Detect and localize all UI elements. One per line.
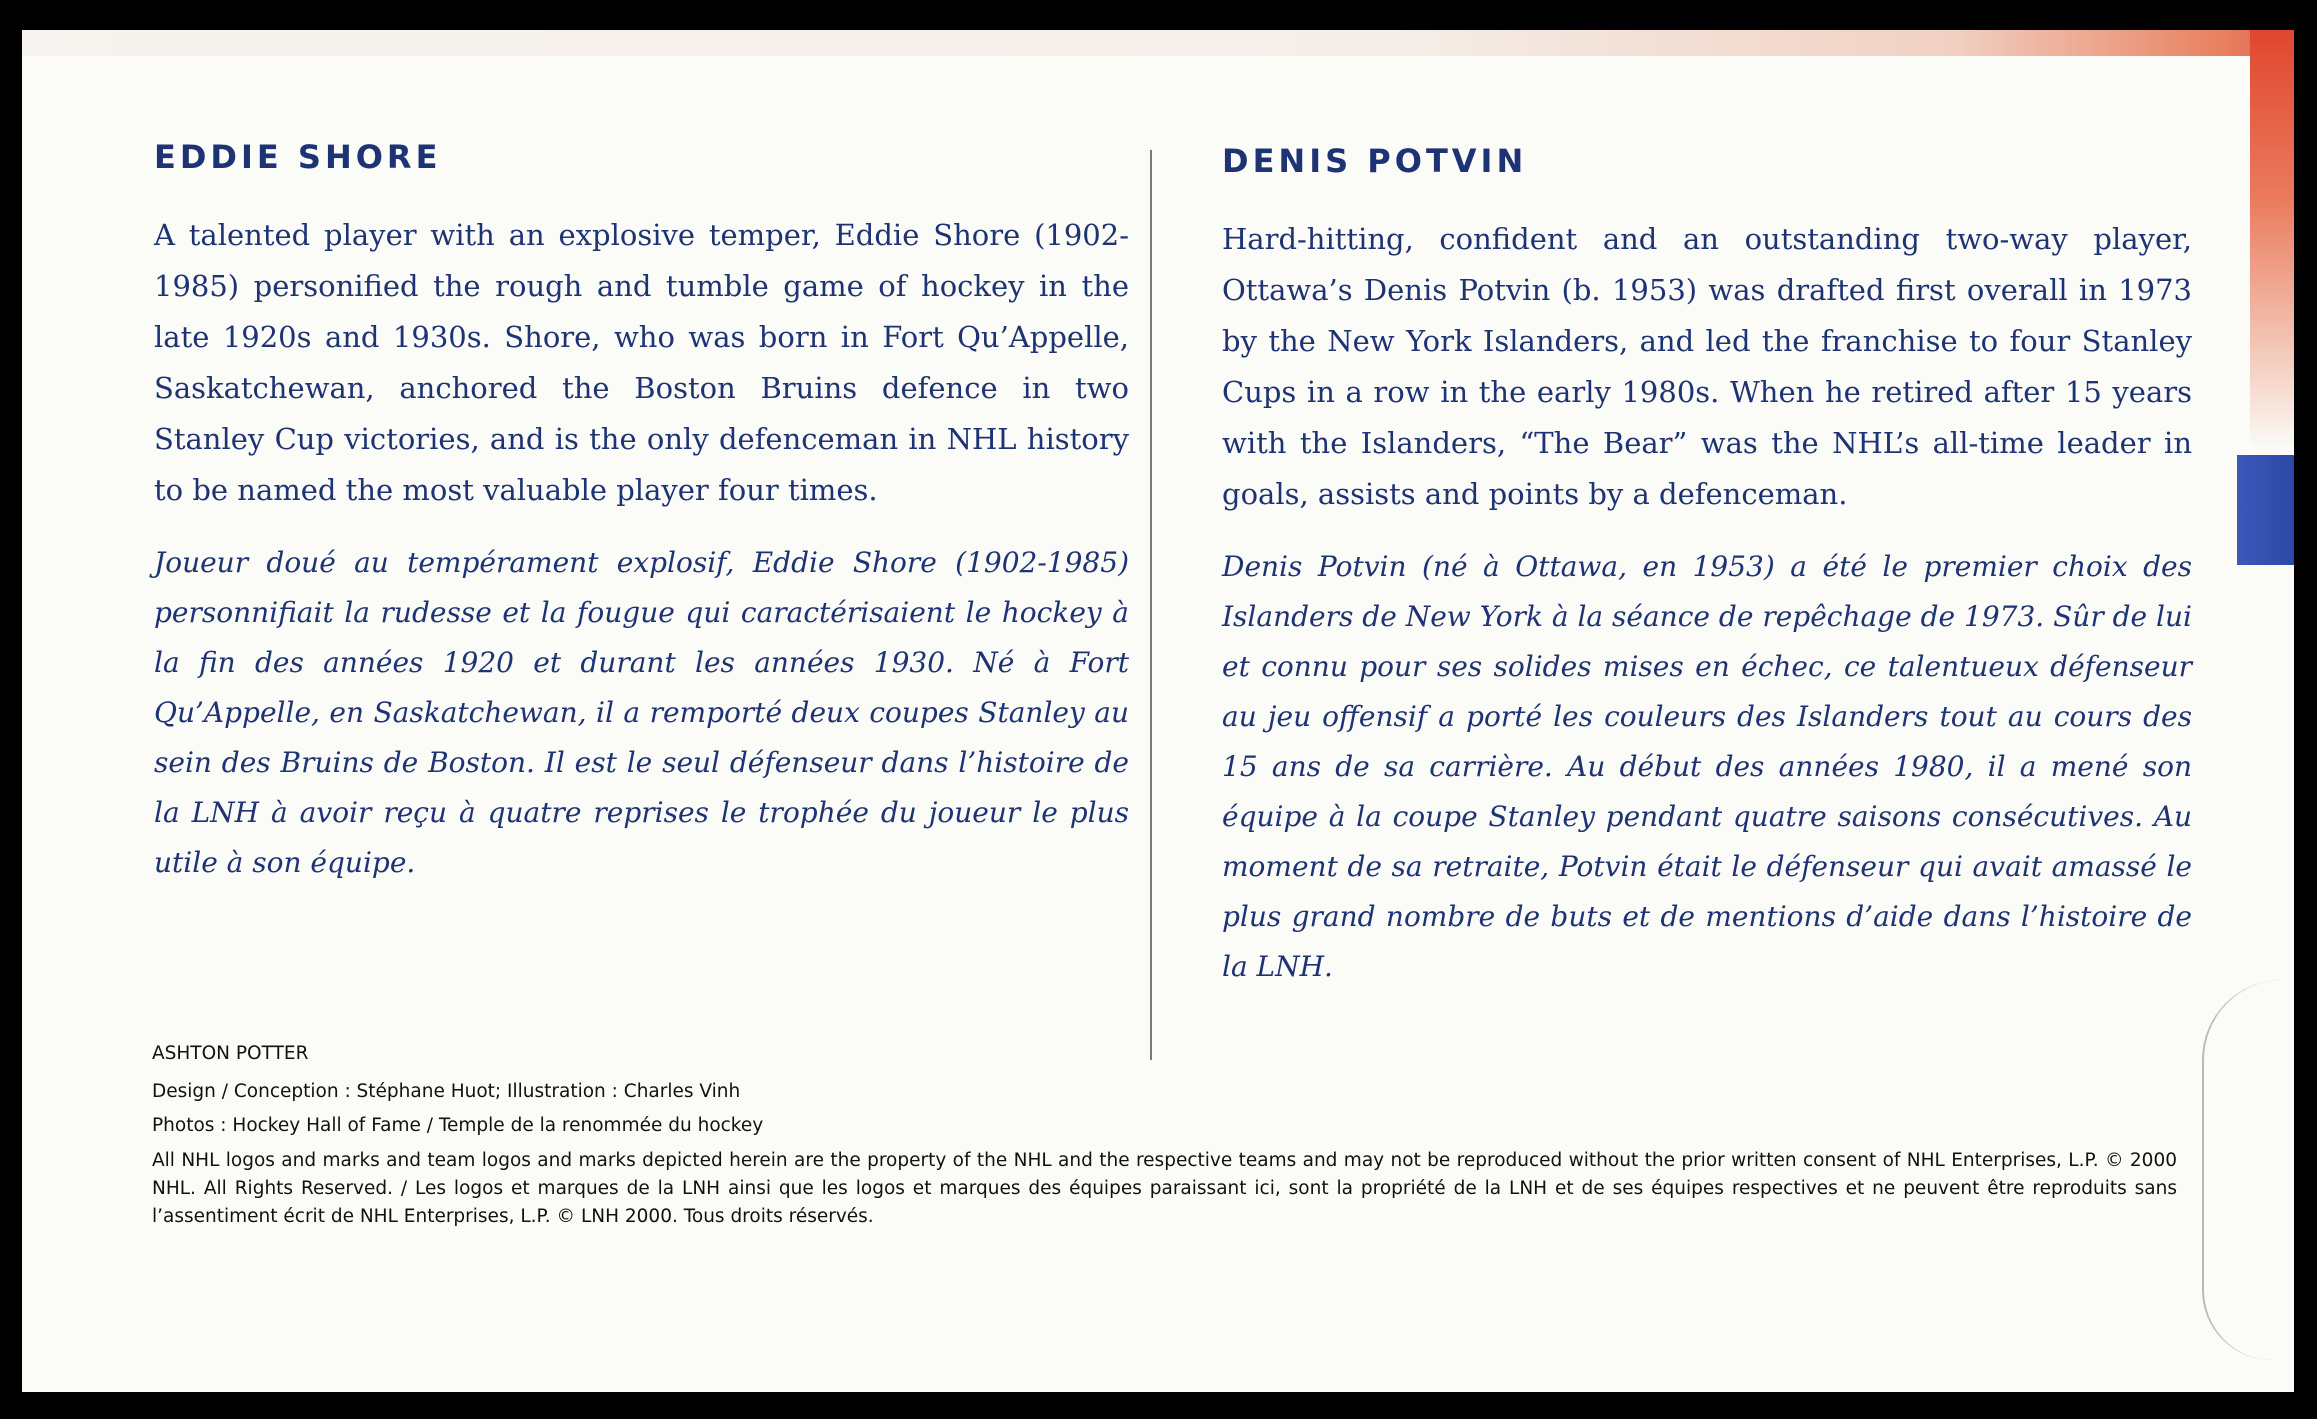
- design-credit: Design / Conception : Stéphane Huot; Illustration : Charles Vinh: [152, 1081, 741, 1102]
- eddie-shore-english-text: A talented player with an explosive temper, Eddie Shore (1902-1985) personified the rough and tumble game of hockey in the late 1920s and 1930s. Shore, who was born in Fort Qu’Appelle, Saskatchewan, anchored the Boston Bruins defence in two Stanley Cup victories, and is the only defenceman in NHL history to be named the most valuable player four times.: [154, 218, 1129, 507]
- credits-block: [152, 1043, 2177, 1231]
- flap-edge: [2202, 980, 2294, 1360]
- photo-credit: Photos : Hockey Hall of Fame / Temple de la renommée du hockey: [152, 1115, 764, 1136]
- column-divider: [1150, 150, 1152, 1060]
- printer-name: ASHTON POTTER: [152, 1043, 309, 1064]
- top-color-band: [22, 30, 2294, 56]
- legal-notice: All NHL logos and marks and team logos and marks depicted herein are the property of the NHL and the respective teams and may not be reproduced without the prior written consent of NHL Enterprises, L.P. © 2000 NHL. All Rights Reserved. / Les logos et marques de la LNH ainsi que les logos et marques des équipes paraissant ici, sont la propriété de la LNH et de ses équipes respectives et ne peuvent être reproduits sans l’assentiment écrit de NHL Enterprises, L.P. © LNH 2000. Tous droits réservés.: [152, 1150, 2177, 1227]
- denis-potvin-english-text: Hard-hitting, confident and an outstanding two-way player, Ottawa’s Denis Potvin (b. 1953) was drafted first overall in 1973 by the New York Islanders, and led the franchise to four Stanley Cups in a row in the early 1980s. When he retired after 15 years with the Islanders, “The Bear” was the NHL’s all-time leader in goals, assists and points by a defenceman.: [1222, 222, 2192, 511]
- blue-flap-stripe: [2237, 455, 2294, 565]
- denis-potvin-french-text: Denis Potvin (né à Ottawa, en 1953) a été le premier choix des Islanders de New York à la séance de repêchage de 1973. Sûr de lui et connu pour ses solides mises en échec, ce talentueux défenseur au jeu offensif a porté les couleurs des Islanders tout au cours des 15 ans de sa carrière. Au début des années 1980, il a mené son équipe à la coupe Stanley pendant quatre saisons consécutives. Au moment de sa retraite, Potvin était le défenseur qui avait amassé le plus grand nombre de buts et de mentions d’aide dans l’histoire de la LNH.: [1222, 550, 2192, 983]
- eddie-shore-column: [154, 138, 1129, 888]
- denis-potvin-heading: DENIS POTVIN: [1222, 142, 1528, 180]
- denis-potvin-column: [1222, 142, 2192, 992]
- eddie-shore-french-text: Joueur doué au tempérament explosif, Eddie Shore (1902-1985) personnifiait la rudesse et la fougue qui caractérisaient le hockey à la fin des années 1920 et durant les années 1930. Né à Fort Qu’Appelle, en Saskatchewan, il a remporté deux coupes Stanley au sein des Bruins de Boston. Il est le seul défenseur dans l’histoire de la LNH à avoir reçu à quatre reprises le trophée du joueur le plus utile à son équipe.: [154, 546, 1129, 879]
- red-flap-stripe: [2250, 30, 2294, 450]
- envelope-back: [22, 30, 2294, 1392]
- eddie-shore-heading: EDDIE SHORE: [154, 138, 442, 176]
